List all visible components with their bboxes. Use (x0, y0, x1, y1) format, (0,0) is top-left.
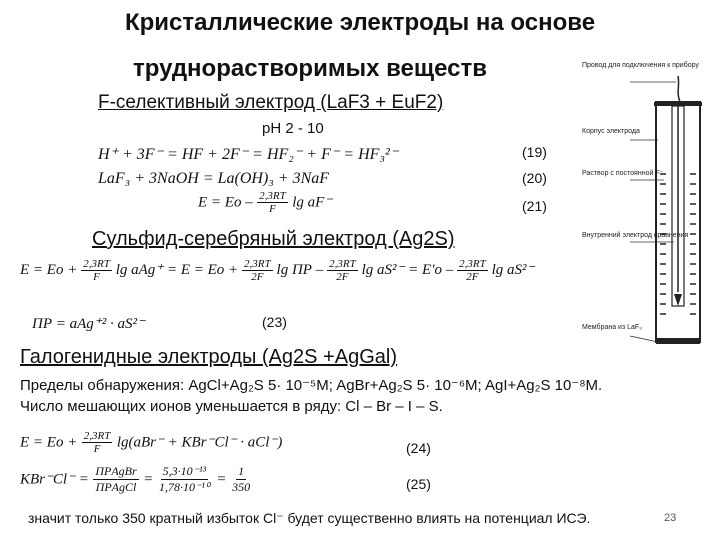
equation-24: E = Eo + $\frac{2,3RT}{F}$ lg(aBr⁻ + KBr⁻Cl⁻ · aCl⁻) (20, 430, 283, 455)
footer-note: значит только 350 кратный избыток Cl⁻ будет существенно влиять на потенциал ИСЭ. (28, 510, 591, 526)
equation-21 (198, 190, 332, 215)
label-inner-electrode: Внутренний электрод сравнения (582, 232, 689, 239)
label-solution: Раствор с постоянной F⁻ (582, 170, 664, 177)
interfering-ions-series: Число мешающих ионов уменьшается в ряду: Cl – Br – I – S. (20, 398, 443, 415)
detection-limits: Пределы обнаружения: AgCl+Ag₂S 5· 10⁻⁵M; AgBr+Ag₂S 5· 10⁻⁶M; AgI+Ag₂S 10⁻⁸M. (20, 377, 603, 394)
label-body: Корпус электрода (582, 128, 640, 135)
ph-range: pH 2 - 10 (262, 120, 324, 137)
page-number: 23 (664, 512, 677, 524)
eq21-lhs: E = Eo – (198, 194, 253, 211)
eq-number-25: (25) (406, 476, 431, 492)
label-wire: Провод для подключения к прибору (582, 62, 699, 69)
eq-number-21: (21) (522, 198, 547, 214)
page-title-line2: труднорастворимых веществ (132, 55, 488, 82)
electrode-diagram (580, 62, 716, 362)
f-section-heading: F-селективный электрод (LaF3 + EuF2) (98, 92, 444, 113)
equation-23: ПР = aAg⁺² · aS²⁻ (32, 316, 145, 332)
equation-25: KBr⁻Cl⁻ = $\frac{\text{ПРAgBr}}{\text{ПРAgCl}}$ = $\frac{\text{5,3·10⁻¹³}}{\text{1,78·10⁻¹⁰}}$ = $\frac{1}{350}$ (20, 464, 251, 494)
label-membrane: Мембрана из LaF₃ (582, 324, 643, 331)
ag-section-heading: Сульфид-серебряный электрод (Ag2S) (92, 228, 455, 250)
hal-section-heading: Галогенидные электроды (Ag2S +AgGal) (20, 346, 397, 368)
eq-number-20: (20) (522, 170, 547, 186)
equation-20: LaF₃ + 3NaOH = La(OH)₃ + 3NaF (98, 170, 330, 187)
page-title-line1: Кристаллические электроды на основе (124, 9, 596, 36)
eq-number-24: (24) (406, 440, 431, 456)
eq21-rhs: lg aF⁻ (292, 194, 333, 211)
equation-19: H⁺ + 3F⁻ = HF + 2F⁻ = HF₂⁻ + F⁻ = HF₃²⁻ (98, 146, 399, 163)
eq-number-19: (19) (522, 144, 547, 160)
equation-22: E = Eo + $\frac{2,3RT}{F}$ lg aAg⁺ = E = Eo + $\frac{2,3RT}{2F}$ lg ПР – $\frac{2,3RT}{2F}$ lg aS²⁻ = E′o – $\frac{2,3RT}{2F}$ lg aS²⁻ (20, 258, 535, 283)
eq-number-23: (23) (262, 314, 287, 330)
electrode-drawing (580, 62, 716, 362)
eq21-fraction: $\frac{2,3RT}{F}$ (259, 190, 286, 215)
